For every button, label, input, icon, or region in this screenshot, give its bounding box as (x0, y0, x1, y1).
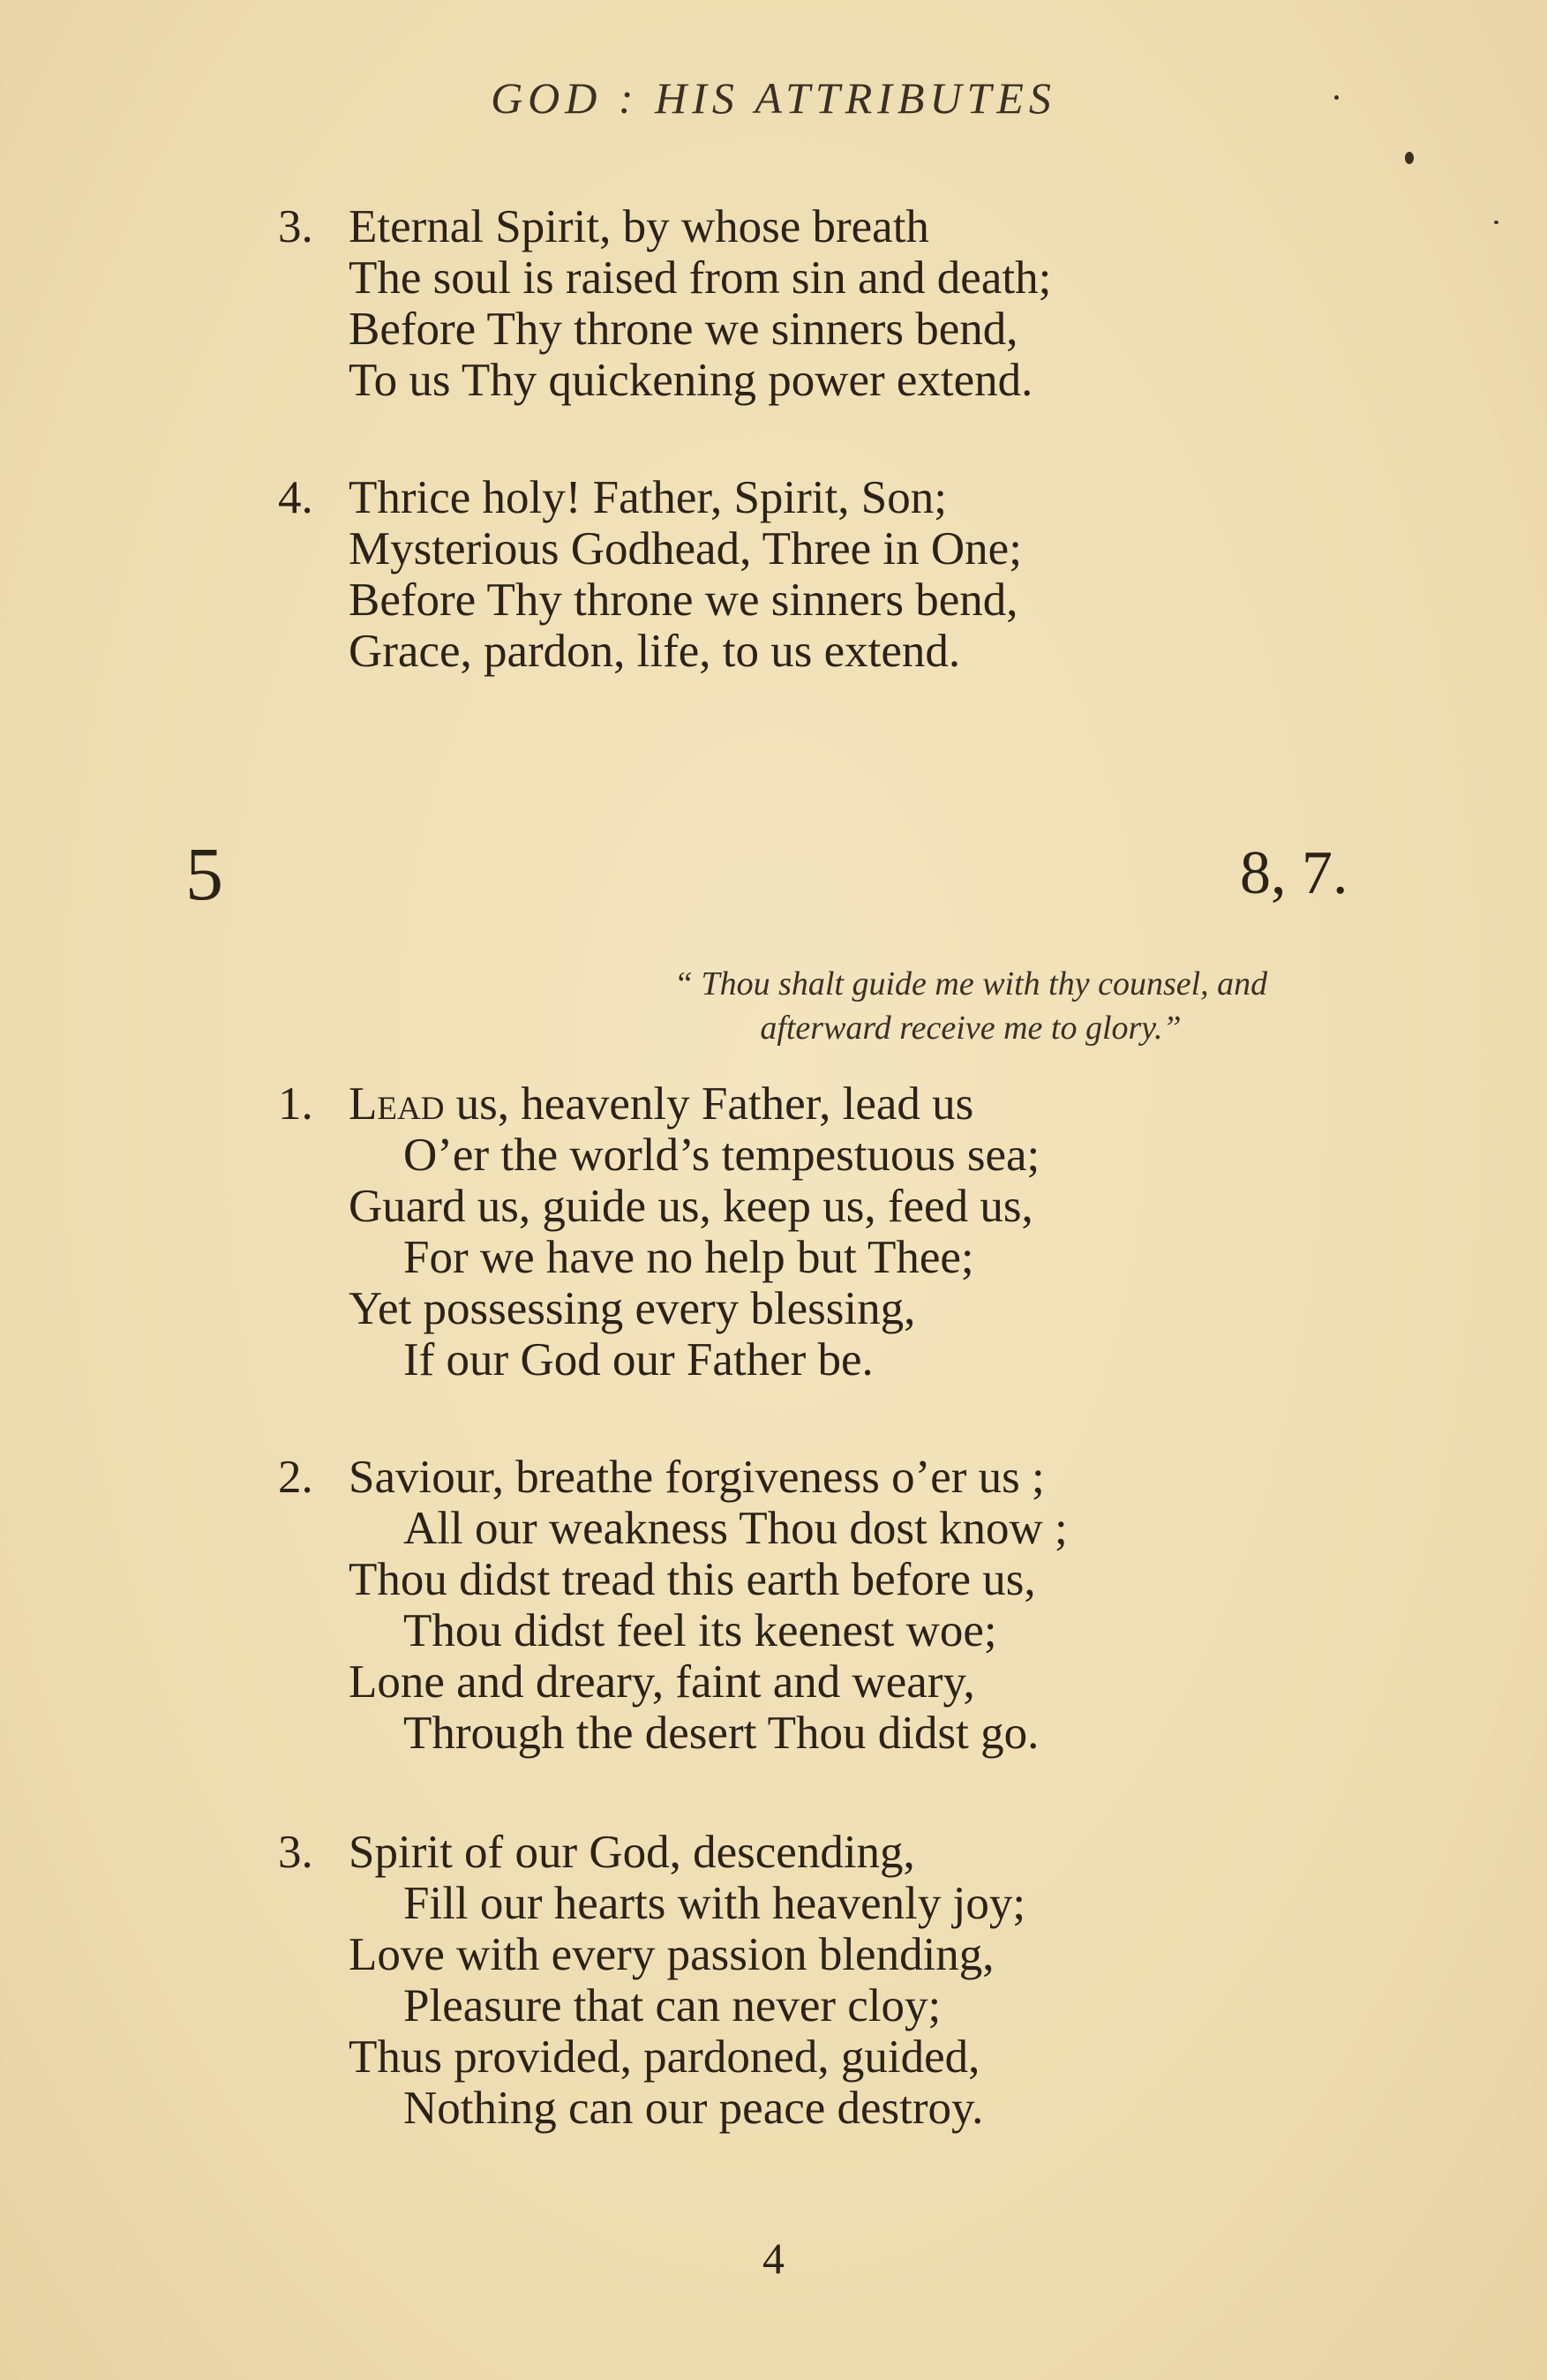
verse-line: Before Thy throne we sinners bend, (349, 574, 1018, 626)
ink-speck (1494, 221, 1498, 224)
stanza-number: 1. (278, 1078, 313, 1130)
hymn-meter: 8, 7. (1240, 839, 1348, 907)
verse-line: Through the desert Thou didst go. (403, 1708, 1040, 1759)
verse-line: Pleasure that can never cloy; (403, 1980, 942, 2031)
verse-line: Thou didst feel its keenest woe; (403, 1605, 997, 1656)
verse-line: Before Thy throne we sinners bend, (349, 304, 1018, 355)
verse-line: Love with every passion blending, (349, 1929, 995, 1980)
verse-line: Fill our hearts with heavenly joy; (403, 1878, 1026, 1929)
stanza-number: 3. (278, 1827, 313, 1878)
verse-line: Lone and dreary, faint and weary, (349, 1656, 975, 1708)
verse-line: Thou didst tread this earth before us, (349, 1554, 1036, 1605)
epigraph (529, 962, 1412, 1050)
hymn-stanza-1 (278, 1078, 1040, 1385)
epigraph-line: “ Thou shalt guide me with thy counsel, and (673, 965, 1268, 1002)
verse-line: If our God our Father be. (403, 1334, 874, 1385)
page-number: 4 (762, 2234, 785, 2283)
stanza-number: 2. (278, 1452, 313, 1503)
verse-line: Nothing can our peace destroy. (403, 2083, 984, 2134)
verse-line: Mysterious Godhead, Three in One; (349, 523, 1022, 574)
prev-stanza-4 (278, 472, 1022, 677)
verse-line: For we have no help but Thee; (403, 1232, 974, 1283)
verse-line: Grace, pardon, life, to us extend. (349, 626, 961, 677)
running-head: GOD : HIS ATTRIBUTES (491, 73, 1056, 123)
ink-speck (1334, 95, 1339, 100)
hymn-stanza-3 (278, 1827, 1025, 2134)
hymn-stanza-2 (278, 1452, 1068, 1759)
verse-line-rest: us, heavenly Father, lead us (444, 1078, 974, 1130)
verse-line: Saviour, breathe forgiveness o’er us ; (349, 1452, 1045, 1503)
verse-line: Eternal Spirit, by whose breath (349, 201, 929, 252)
verse-line: Yet possessing every blessing, (349, 1283, 916, 1334)
verse-line: Thrice holy! Father, Spirit, Son; (349, 472, 947, 523)
first-word: Lead (349, 1078, 445, 1130)
verse-line: Thus provided, pardoned, guided, (349, 2031, 980, 2083)
stanza-number: 3. (278, 201, 313, 252)
verse-line: To us Thy quickening power extend. (349, 355, 1033, 406)
epigraph-line: afterward receive me to glory.” (760, 1010, 1182, 1047)
verse-line: Guard us, guide us, keep us, feed us, (349, 1181, 1033, 1232)
verse-line: The soul is raised from sin and death; (349, 252, 1052, 304)
stanza-number: 4. (278, 472, 313, 523)
verse-line (278, 1078, 1040, 1130)
prev-stanza-3 (278, 201, 1051, 406)
verse-line: O’er the world’s tempestuous sea; (403, 1130, 1040, 1181)
verse-line: Spirit of our God, descending, (349, 1827, 915, 1878)
verse-line: All our weakness Thou dost know ; (403, 1503, 1068, 1554)
hymn-number: 5 (185, 831, 223, 916)
ink-speck (1405, 152, 1414, 164)
